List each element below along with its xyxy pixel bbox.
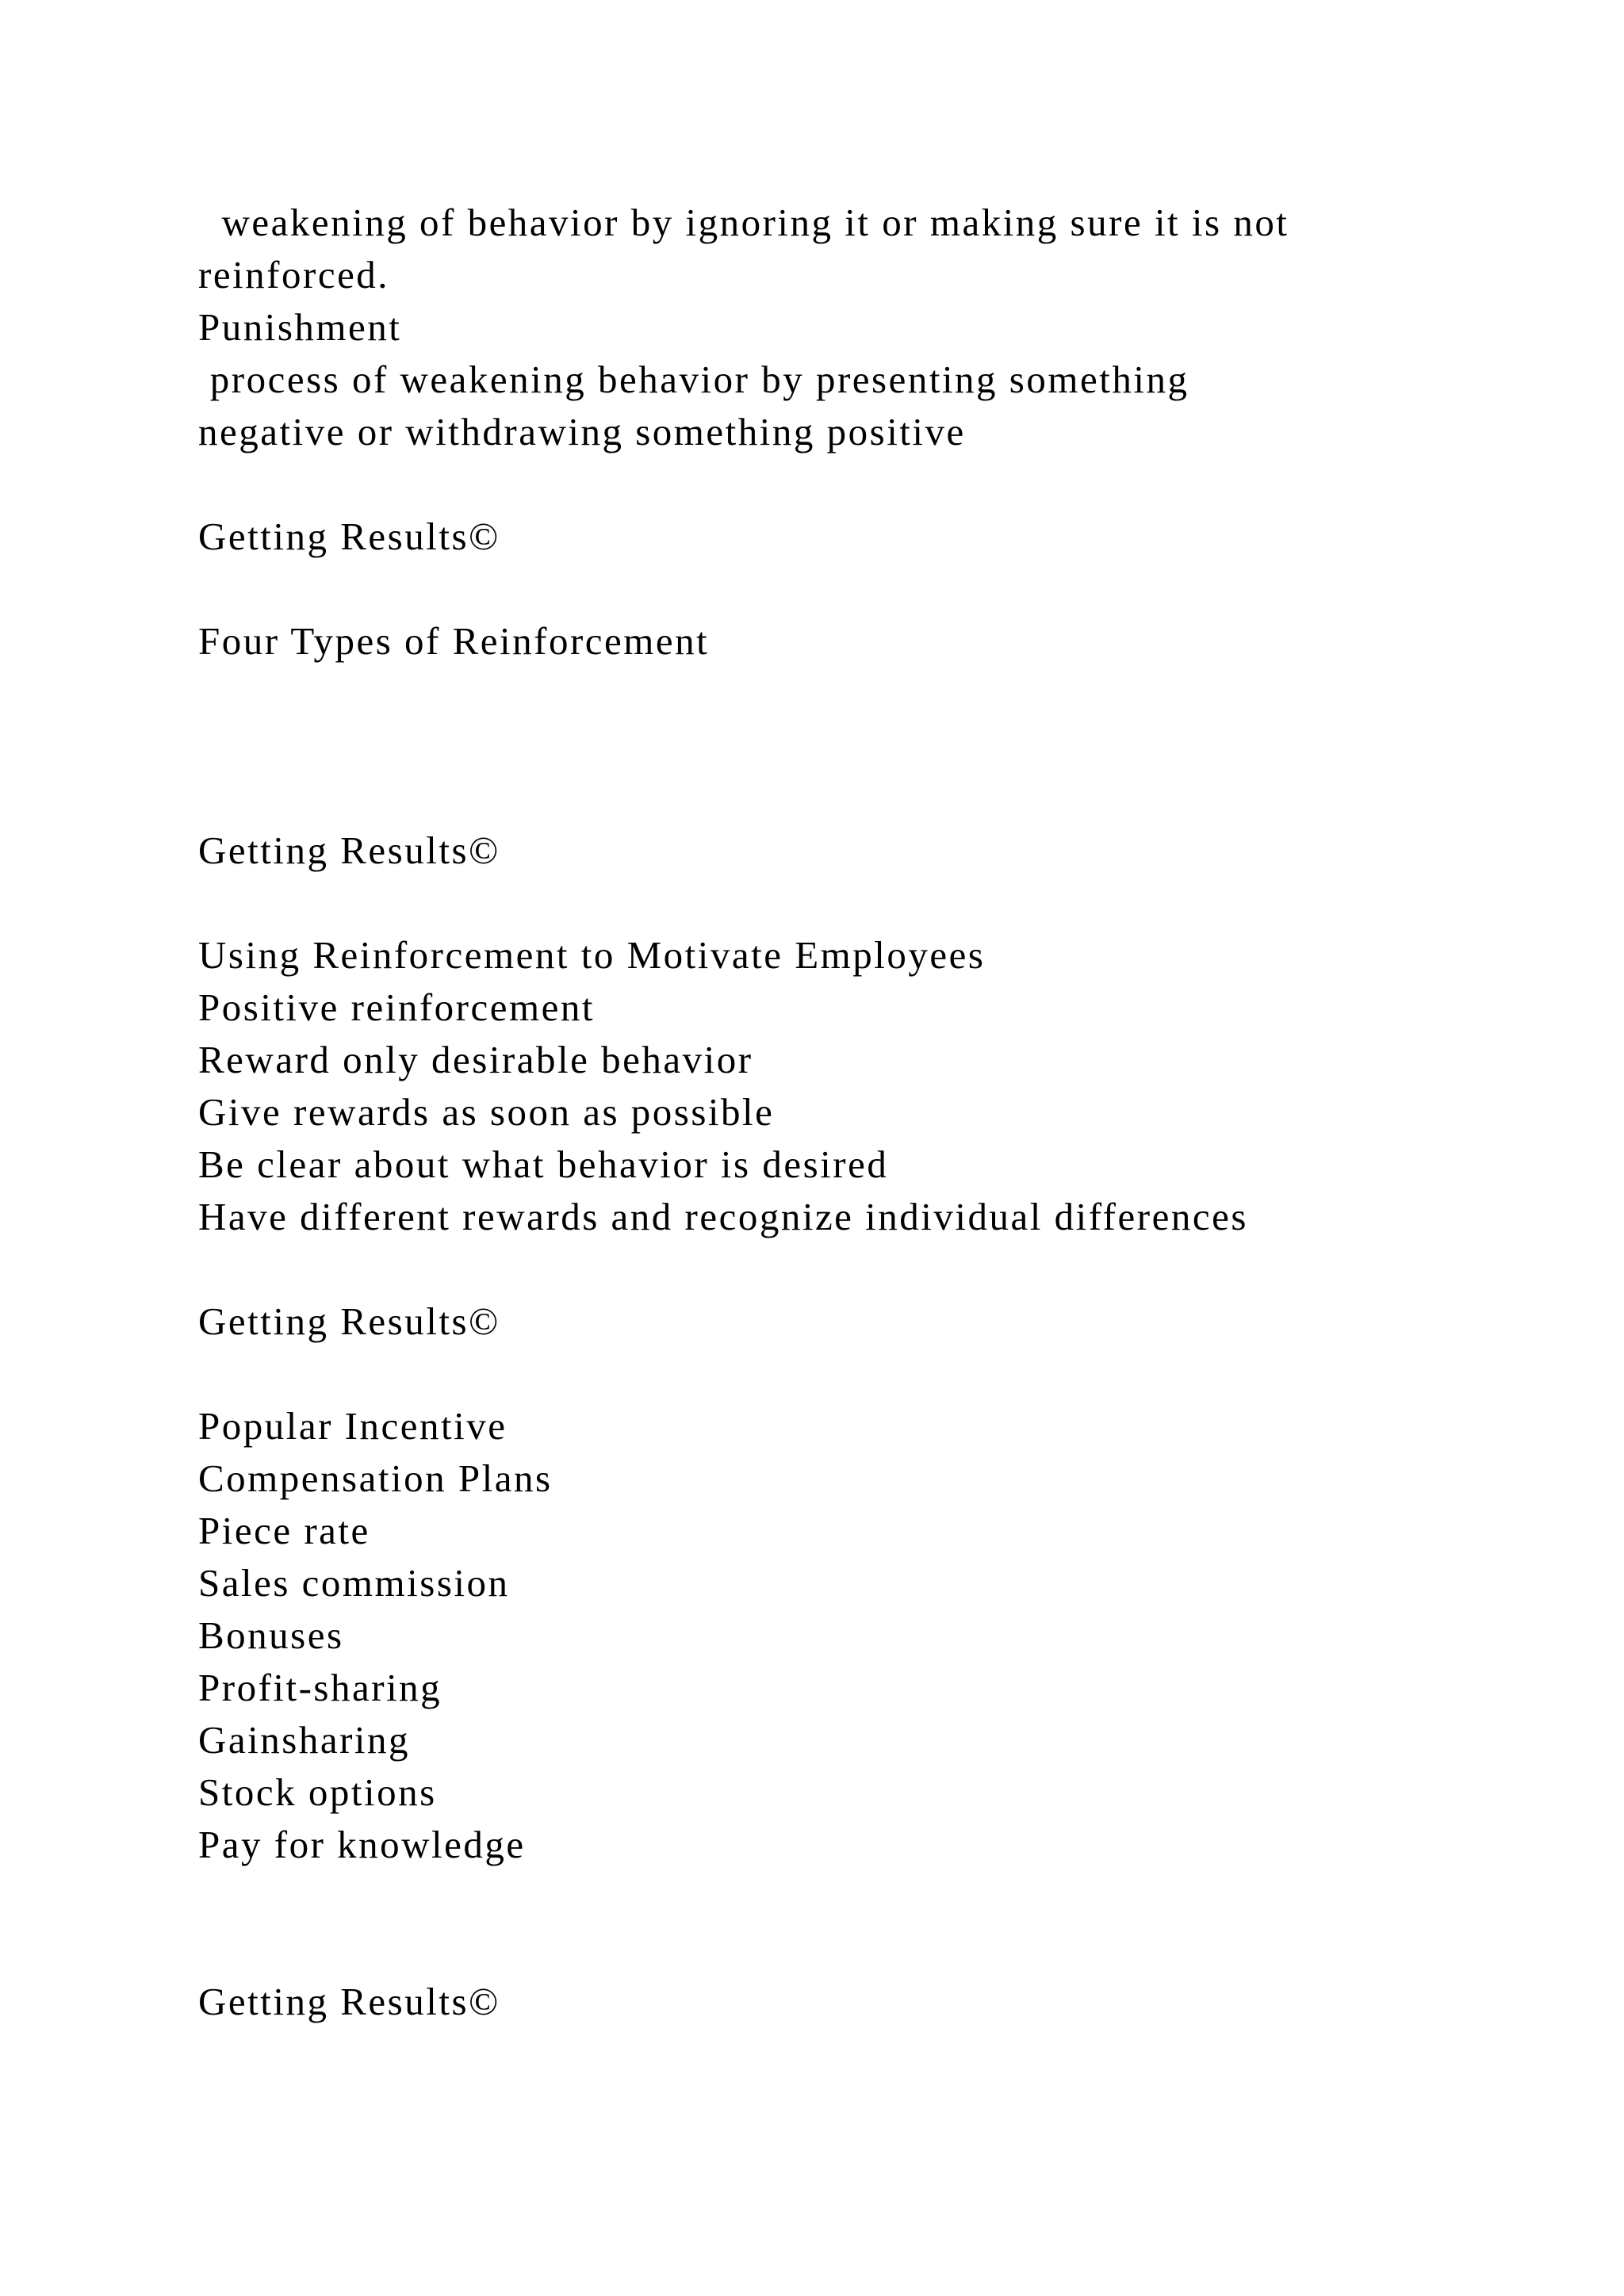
blank-line: [198, 1243, 1507, 1295]
list-item: Pay for knowledge: [198, 1823, 526, 1866]
footer-credit: Getting Results©: [198, 515, 500, 558]
list-item: Be clear about what behavior is desired: [198, 1142, 889, 1186]
blank-line: [198, 772, 1507, 825]
list-item: Sales commission: [198, 1561, 510, 1605]
section-heading: Using Reinforcement to Motivate Employees: [198, 933, 986, 977]
blank-line: [198, 720, 1507, 772]
footer-credit: Getting Results©: [198, 828, 500, 872]
blank-line: [198, 563, 1507, 615]
blank-line: [198, 877, 1507, 929]
list-item: Positive reinforcement: [198, 985, 595, 1029]
footer-credit: Getting Results©: [198, 1980, 500, 2023]
list-item: Gainsharing: [198, 1718, 410, 1762]
blank-line: [198, 458, 1507, 511]
section-heading: Popular Incentive: [198, 1404, 508, 1448]
text-line: negative or withdrawing something positive: [198, 410, 966, 453]
list-item: Bonuses: [198, 1613, 344, 1657]
blank-line: [198, 1348, 1507, 1400]
section-heading: Compensation Plans: [198, 1456, 553, 1500]
text-line: process of weakening behavior by presenting something: [198, 358, 1189, 401]
list-item: Stock options: [198, 1770, 437, 1814]
section-heading: Punishment: [198, 305, 402, 349]
section-heading: Four Types of Reinforcement: [198, 619, 710, 663]
footer-credit: Getting Results©: [198, 1299, 500, 1343]
list-item: Profit-sharing: [198, 1666, 442, 1709]
blank-line: [198, 668, 1507, 720]
blank-line: [198, 1923, 1507, 1976]
list-item: Have different rewards and recognize individual differences: [198, 1195, 1248, 1238]
text-line: weakening of behavior by ignoring it or making sure it is not: [198, 201, 1289, 244]
blank-line: [198, 1871, 1507, 1923]
list-item: Reward only desirable behavior: [198, 1038, 753, 1081]
list-item: Piece rate: [198, 1509, 370, 1552]
text-line: reinforced.: [198, 253, 390, 297]
list-item: Give rewards as soon as possible: [198, 1090, 775, 1134]
document-body: [198, 197, 1507, 2028]
